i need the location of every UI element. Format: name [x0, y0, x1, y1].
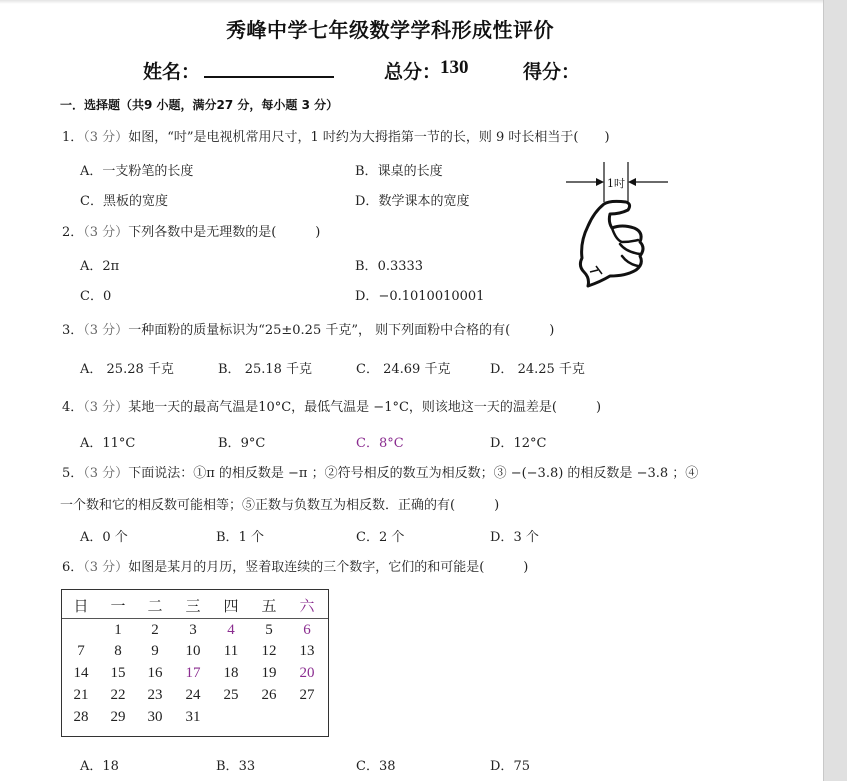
question-3: 3．（3 分）一种面粉的质量标识为“25±0.25 千克”， 则下列面粉中合格的有( ) — [62, 323, 555, 338]
name-blank-line[interactable] — [204, 76, 334, 78]
calendar-day: 24 — [185, 687, 201, 703]
calendar-day: 7 — [77, 643, 85, 659]
question-4: 4．（3 分）某地一天的最高气温是10°C，最低气温是 −1°C，则该地这一天的温差是( ) — [62, 400, 602, 415]
calendar-day: 14 — [73, 665, 89, 681]
question-number: 1． — [62, 130, 84, 145]
q2-option-d[interactable]: D．−0.1010010001 — [355, 289, 485, 304]
calendar-day: 27 — [299, 687, 315, 703]
calendar-day: 2 — [151, 622, 159, 638]
thumb-measure-icon — [560, 162, 675, 290]
calendar-day: 5 — [265, 622, 273, 638]
name-label: 姓名： — [143, 61, 201, 83]
calendar-day: 17 — [185, 665, 201, 681]
calendar-day: 13 — [299, 643, 315, 659]
q4-option-d[interactable]: D．12°C — [490, 436, 547, 451]
calendar-day: 15 — [110, 665, 126, 681]
score-label: 得分： — [523, 61, 581, 83]
q1-option-b[interactable]: B．课桌的长度 — [355, 164, 443, 179]
calendar-day: 3 — [189, 622, 197, 638]
weekday-fri: 五 — [261, 597, 277, 615]
page-title: 秀峰中学七年级数学学科形成性评价 — [226, 18, 554, 42]
q3-option-b[interactable]: B． 25.18 千克 — [218, 362, 313, 377]
vertical-scrollbar-track[interactable] — [823, 0, 847, 781]
thumb-figure — [560, 162, 675, 290]
q5-option-a[interactable]: A．0 个 — [80, 530, 128, 545]
q6-option-b[interactable]: B．33 — [216, 759, 256, 774]
q3-option-a[interactable]: A． 25.28 千克 — [80, 362, 174, 377]
weekday-mon: 一 — [110, 597, 126, 615]
weekday-wed: 三 — [185, 597, 201, 615]
q1-option-d[interactable]: D．数学课本的宽度 — [355, 194, 470, 209]
month-calendar — [61, 589, 329, 737]
calendar-day: 22 — [110, 687, 126, 703]
calendar-day: 9 — [151, 643, 159, 659]
calendar-day: 28 — [73, 709, 89, 725]
total-score-label: 总分： — [384, 61, 442, 83]
q2-option-a[interactable]: A．2π — [80, 259, 120, 274]
page-top-shadow — [0, 0, 823, 4]
calendar-day: 29 — [110, 709, 126, 725]
calendar-day: 25 — [223, 687, 239, 703]
q1-option-a[interactable]: A．一支粉笔的长度 — [80, 164, 194, 179]
calendar-day: 10 — [185, 643, 201, 659]
question-6: 6．（3 分）如图是某月的月历，竖着取连续的三个数字，它们的和可能是( ) — [62, 560, 529, 575]
q2-option-c[interactable]: C．0 — [80, 289, 112, 304]
weekday-thu: 四 — [223, 597, 239, 615]
calendar-day: 6 — [303, 622, 311, 638]
calendar-day: 11 — [223, 643, 239, 659]
calendar-day: 18 — [223, 665, 239, 681]
calendar-day: 8 — [114, 643, 122, 659]
q4-option-b[interactable]: B．9°C — [218, 436, 266, 451]
calendar-day: 23 — [147, 687, 163, 703]
calendar-day: 31 — [185, 709, 201, 725]
calendar-day: 12 — [261, 643, 277, 659]
question-5-line-2: 一个数和它的相反数可能相等；⑤正数与负数互为相反数．正确的有( ) — [60, 498, 500, 513]
svg-text:1吋: 1吋 — [607, 177, 625, 190]
question-2: 2．（3 分）下列各数中是无理数的是( ) — [62, 225, 321, 240]
question-1 — [62, 126, 610, 145]
weekday-sat: 六 — [299, 597, 315, 615]
q4-option-c[interactable]: C．8°C — [356, 436, 404, 451]
q3-option-c[interactable]: C． 24.69 千克 — [356, 362, 451, 377]
q5-option-b[interactable]: B．1 个 — [216, 530, 264, 545]
q5-option-d[interactable]: D．3 个 — [490, 530, 539, 545]
calendar-day: 21 — [73, 687, 89, 703]
question-points: （3 分） — [83, 130, 129, 145]
q6-option-a[interactable]: A．18 — [80, 759, 119, 774]
q4-option-a[interactable]: A．11°C — [80, 436, 136, 451]
weekday-sun: 日 — [73, 597, 89, 615]
q1-option-c[interactable]: C．黑板的宽度 — [80, 194, 168, 209]
calendar-day: 20 — [299, 665, 315, 681]
q6-option-c[interactable]: C．38 — [356, 759, 396, 774]
calendar-day: 4 — [227, 622, 235, 638]
question-text: 如图，“吋”是电视机常用尺寸，1 吋约为大拇指第一节的长，则 9 吋长相当于( ) — [128, 130, 610, 145]
question-5-line-1: 5．（3 分）下面说法：①π 的相反数是 −π ；②符号相反的数互为相反数；③ −(−3.8) 的相反数是 −3.8 ；④ — [62, 466, 699, 481]
calendar-day: 30 — [147, 709, 163, 725]
calendar-weekday-header — [62, 590, 328, 619]
weekday-tue: 二 — [147, 597, 163, 615]
total-score-value: 130 — [440, 57, 469, 78]
q6-option-d[interactable]: D．75 — [490, 759, 530, 774]
calendar-day: 19 — [261, 665, 277, 681]
q5-option-c[interactable]: C．2 个 — [356, 530, 405, 545]
section-heading: 一．选择题（共9 小题，满分27 分，每小题 3 分） — [60, 98, 339, 112]
q3-option-d[interactable]: D． 24.25 千克 — [490, 362, 585, 377]
calendar-day: 1 — [114, 622, 122, 638]
calendar-day: 16 — [147, 665, 163, 681]
q2-option-b[interactable]: B．0.3333̇ — [355, 259, 424, 274]
calendar-day: 26 — [261, 687, 277, 703]
